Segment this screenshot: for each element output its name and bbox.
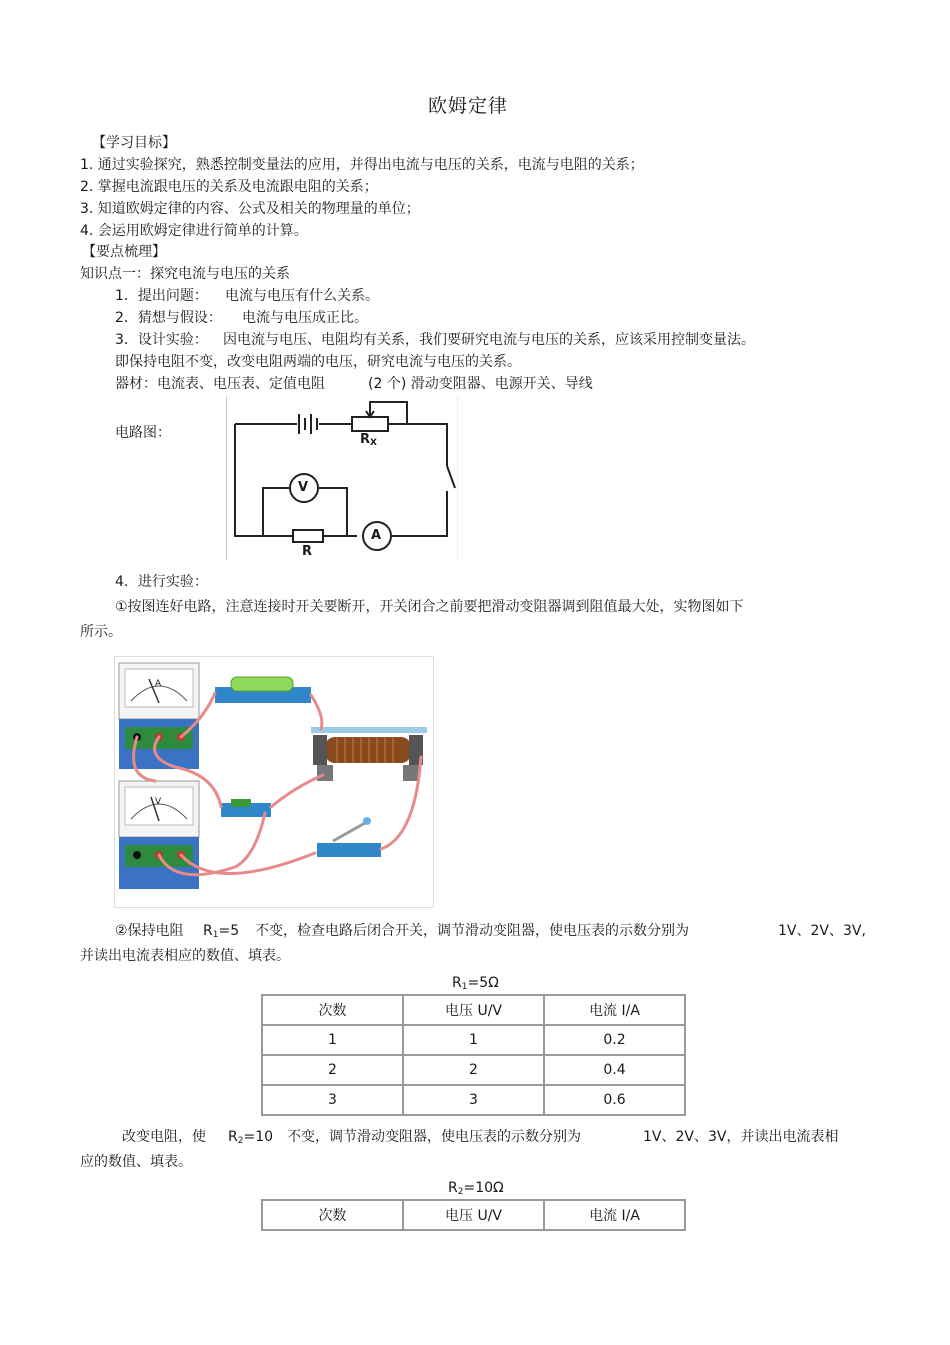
cell-voltage: 2 [403, 1055, 544, 1085]
knowledge-point-1: 知识点一：探究电流与电压的关系 [80, 266, 290, 282]
step4b-line2: 并读出电流表相应的数值、填表。 [80, 948, 290, 964]
step3-text: 因电流与电压、电阻均有关系，我们要研究电流与电压的关系，应该采用控制变量法。 [223, 332, 755, 348]
step4a-line1: ①按图连好电路，注意连接时开关要断开，开关闭合之前要把滑动变阻器调到阻值最大处，实物图如下 [115, 599, 744, 615]
voltmeter-mark: V [155, 797, 162, 807]
table-header-row [262, 1200, 685, 1230]
table-row [262, 1055, 685, 1085]
table-r1 [261, 994, 686, 1116]
cell-count: 1 [262, 1025, 403, 1055]
step4b-text-d: 1V、2V、3V, [778, 923, 866, 939]
circuit-diagram [226, 396, 458, 560]
change-line2: 应的数值、填表。 [80, 1154, 192, 1170]
circuit-label: 电路图： [115, 425, 171, 441]
equipment-text-b: (2 个) 滑动变阻器、电源开关、导线 [368, 376, 593, 392]
points-heading: 【要点梳理】 [82, 244, 166, 260]
equipment-text-a: 器材：电流表、电压表、定值电阻 [115, 376, 325, 392]
step4b-r1: R1=5 [203, 923, 240, 940]
cell-voltage: 1 [403, 1025, 544, 1055]
step4a-line2: 所示。 [80, 624, 122, 640]
table1-caption: R1=5Ω [452, 975, 499, 992]
table-header-row [262, 995, 685, 1025]
table2-caption: R2=10Ω [448, 1180, 504, 1197]
step1-label: 1．提出问题： [115, 288, 208, 304]
header-current: 电流 I/A [544, 1200, 685, 1230]
header-voltage: 电压 U/V [403, 995, 544, 1025]
apparatus-illustration [114, 656, 434, 908]
cell-current: 0.2 [544, 1025, 685, 1055]
goal-item-3: 3. 知道欧姆定律的内容、公式及相关的物理量的单位； [80, 201, 420, 217]
ammeter-label: A [371, 528, 382, 543]
step4b-text-c: 不变，检查电路后闭合开关，调节滑动变阻器，使电压表的示数分别为 [255, 923, 689, 939]
change-text-a: 改变电阻，使 [122, 1129, 206, 1145]
header-count: 次数 [262, 1200, 403, 1230]
step1-text: 电流与电压有什么关系。 [225, 288, 379, 304]
header-voltage: 电压 U/V [403, 1200, 544, 1230]
change-text-d: 1V、2V、3V，并读出电流表相 [643, 1129, 839, 1145]
cell-current: 0.6 [544, 1085, 685, 1115]
step3-line2: 即保持电阻不变，改变电阻两端的电压，研究电流与电压的关系。 [115, 354, 521, 370]
step4b-text-a: ②保持电阻 [115, 923, 184, 939]
step2-text: 电流与电压成正比。 [242, 310, 368, 326]
rx-label: RX [360, 432, 377, 448]
cell-voltage: 3 [403, 1085, 544, 1115]
change-text-c: 不变，调节滑动变阻器，使电压表的示数分别为 [287, 1129, 581, 1145]
goal-item-1: 1. 通过实验探究，熟悉控制变量法的应用，并得出电流与电压的关系，电流与电阻的关系； [80, 157, 644, 173]
ammeter-mark: A [155, 679, 162, 689]
table-row [262, 1085, 685, 1115]
table-r2 [261, 1199, 686, 1231]
change-r2: R2=10 [228, 1129, 274, 1146]
step3-label: 3．设计实验： [115, 332, 208, 348]
r-label: R [302, 544, 313, 559]
header-count: 次数 [262, 995, 403, 1025]
goal-item-4: 4. 会运用欧姆定律进行简单的计算。 [80, 223, 308, 239]
cell-count: 3 [262, 1085, 403, 1115]
goals-heading: 【学习目标】 [92, 135, 176, 151]
goal-item-2: 2. 掌握电流跟电压的关系及电流跟电阻的关系； [80, 179, 378, 195]
voltmeter-label: V [298, 480, 309, 495]
step4-label: 4．进行实验： [115, 574, 208, 590]
table-row [262, 1025, 685, 1055]
cell-count: 2 [262, 1055, 403, 1085]
cell-current: 0.4 [544, 1055, 685, 1085]
header-current: 电流 I/A [544, 995, 685, 1025]
page-title: 欧姆定律 [428, 95, 509, 117]
step2-label: 2．猜想与假设： [115, 310, 222, 326]
